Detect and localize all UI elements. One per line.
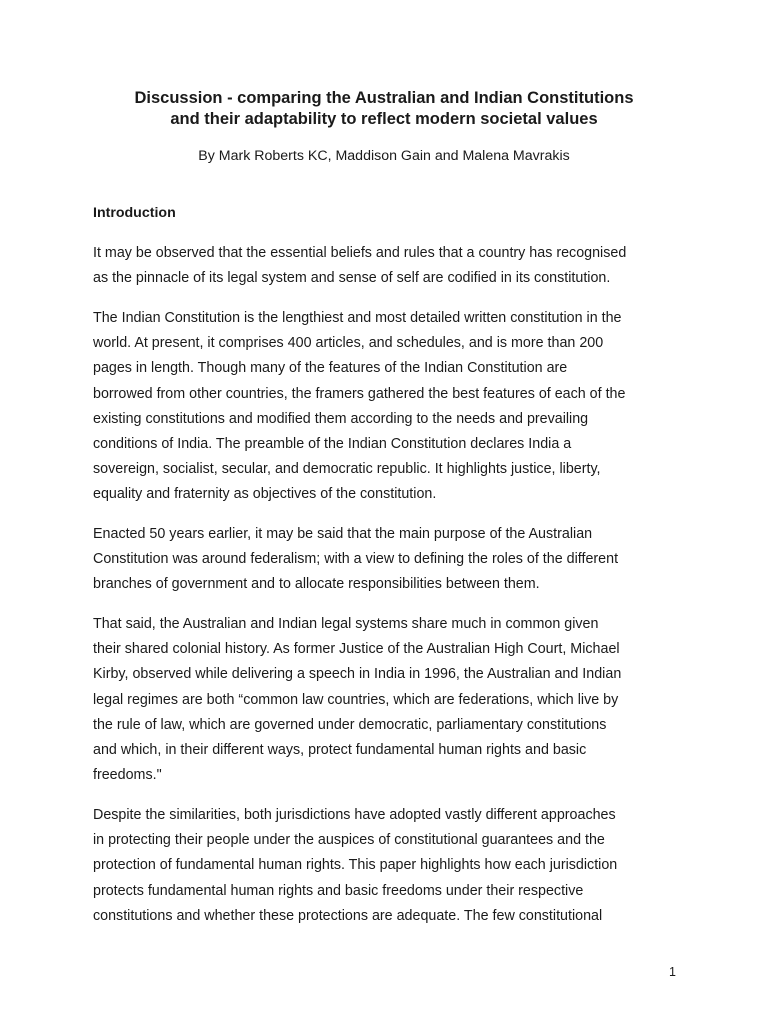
text-line: their shared colonial history. As former Justice of the Australian High Court, Michael — [93, 641, 620, 658]
text-line: That said, the Australian and Indian legal systems share much in common given — [93, 616, 599, 632]
text-line: sovereign, socialist, secular, and democratic republic. It highlights justice, liberty, — [93, 461, 601, 478]
text-line: the rule of law, which are governed under democratic, parliamentary constitutions — [93, 716, 607, 733]
text-line: as the pinnacle of its legal system and sense of self are codified in its constitution. — [93, 270, 611, 287]
paragraph — [93, 803, 683, 929]
text-line: protects fundamental human rights and basic freedoms under their respective — [93, 882, 584, 899]
paragraph — [93, 612, 683, 788]
text-line: It may be observed that the essential beliefs and rules that a country has recognised — [93, 245, 627, 261]
text-line: conditions of India. The preamble of the Indian Constitution declares India a — [93, 436, 572, 453]
title-line: and their adaptability to reflect modern societal values — [170, 110, 598, 128]
author-byline: By Mark Roberts KC, Maddison Gain and Malena Mavrakis — [198, 148, 570, 164]
text-line: and which, in their different ways, protect fundamental human rights and basic — [93, 742, 587, 759]
paragraph — [93, 522, 683, 598]
paragraph — [93, 241, 683, 291]
text-line: legal regimes are both “common law countries, which are federations, which live by — [93, 691, 619, 708]
text-line: The Indian Constitution is the lengthiest and most detailed written constitution in the — [93, 310, 622, 326]
text-line: Constitution was around federalism; with a view to defining the roles of the different — [93, 551, 619, 568]
paragraph — [93, 306, 683, 508]
text-line: equality and fraternity as objectives of the constitution. — [93, 486, 437, 503]
text-line: existing constitutions and modified them according to the needs and prevailing — [93, 410, 589, 427]
text-line: pages in length. Though many of the features of the Indian Constitution are — [93, 360, 568, 377]
text-line: borrowed from other countries, the framers gathered the best features of each of the — [93, 385, 626, 402]
text-line: Enacted 50 years earlier, it may be said that the main purpose of the Australian — [93, 526, 593, 542]
text-line: world. At present, it comprises 400 articles, and schedules, and is more than 200 — [93, 335, 604, 352]
text-line: freedoms." — [93, 767, 162, 784]
text-line: protection of fundamental human rights. This paper highlights how each jurisdiction — [93, 857, 618, 874]
text-line: constitutions and whether these protections are adequate. The few constitutional — [93, 907, 603, 924]
text-line: branches of government and to allocate responsibilities between them. — [93, 576, 540, 593]
document-title — [60, 88, 708, 130]
text-line: Despite the similarities, both jurisdictions have adopted vastly different approaches — [93, 807, 616, 823]
page-number: 1 — [669, 965, 676, 979]
text-line: Kirby, observed while delivering a speech in India in 1996, the Australian and Indian — [93, 666, 622, 683]
section-heading: Introduction — [93, 205, 176, 221]
text-line: in protecting their people under the auspices of constitutional guarantees and the — [93, 832, 605, 849]
title-line: Discussion - comparing the Australian and Indian Constitutions — [134, 89, 634, 107]
